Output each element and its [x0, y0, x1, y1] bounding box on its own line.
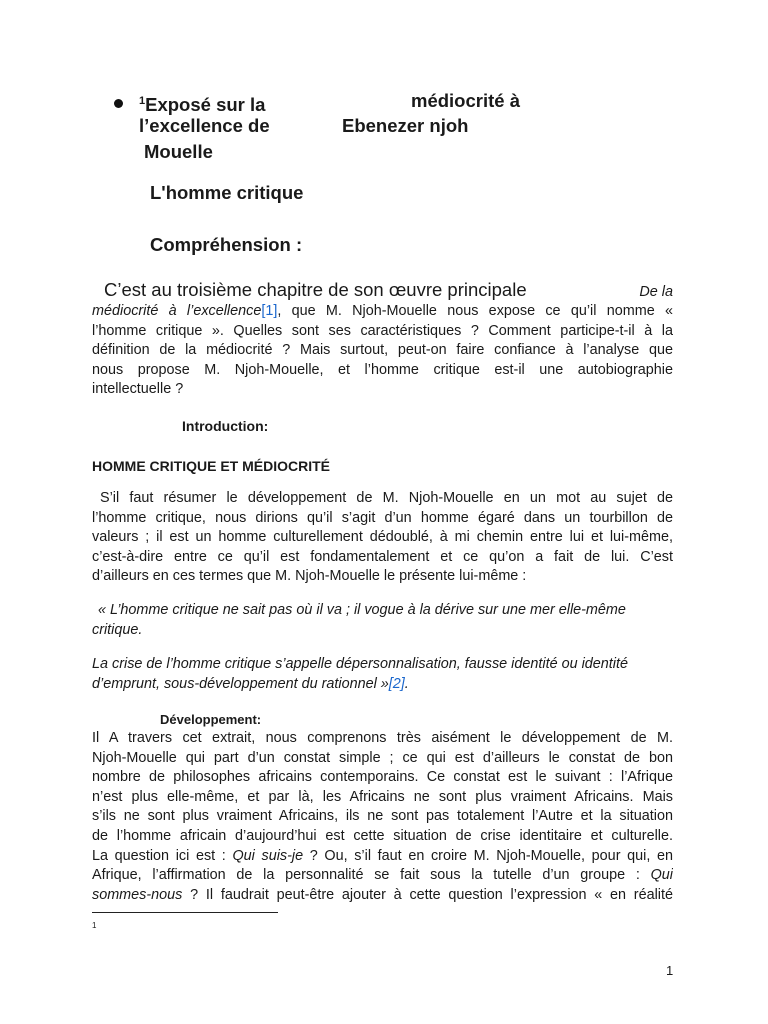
- heading-line2-left: l’excellence de: [139, 115, 270, 136]
- para2-line: S’il faut résumer le développement de M. Njoh-Mouelle en un mot au sujet de: [100, 490, 673, 506]
- subheading-homme-critique: L'homme critique: [150, 182, 304, 203]
- para3-line: Njoh-Mouelle qui part d’un constat simple ; ce qui est d’ailleurs le constat de bon: [92, 749, 673, 766]
- para3-line: de l’homme africain d’aujourd’hui est cette situation de crise identitaire et culturelle.: [92, 827, 673, 844]
- intro-paragraph: [92, 278, 673, 400]
- quote1-line: « L’homme critique ne sait pas où il va ; il vogue à la dérive sur une mer elle-même: [98, 602, 626, 618]
- introduction-label: Introduction:: [182, 418, 269, 434]
- para3-line9: sommes-nous ? Il faudrait peut-être ajouter à cette question l’expression « en réalité: [92, 886, 673, 903]
- quote-2: [92, 655, 673, 694]
- para2-line: c’est-à-dire entre ce qu’il est fondamentalement et ce qu’on a fait de lui. C’est: [92, 548, 673, 565]
- bullet-icon: [114, 99, 123, 108]
- section-title: HOMME CRITIQUE ET MÉDIOCRITÉ: [92, 458, 330, 474]
- para2-line: valeurs ; il est un homme culturellement dédoublé, à mi chemin entre lui et lui-même,: [92, 529, 673, 546]
- intro-line6: intellectuelle ?: [92, 381, 184, 398]
- para2-line: d’ailleurs en ces termes que M. Njoh-Mouelle le présente lui-même :: [92, 568, 527, 585]
- intro-line4: définition de la médiocrité ? Mais surtout, peut-on faire confiance à l’analyse que: [92, 342, 673, 359]
- paragraph-2: [92, 489, 673, 587]
- para3-line8: Afrique, l’affirmation de la personnalité se fait sous la tutelle d’un groupe : Qui: [92, 867, 673, 884]
- page-number: 1: [666, 963, 674, 978]
- footnote-separator: [92, 912, 278, 913]
- intro-line3: l’homme critique ». Quelles sont ses caractéristiques ? Comment participe-t-il à la: [92, 322, 673, 339]
- quote2-line2: d’emprunt, sous-développement du rationnel »[2].: [92, 675, 409, 692]
- para3-line: n’est plus elle-même, et par là, les Africains ne sont plus vraiment Africains. Mais: [92, 788, 673, 805]
- intro-line2: médiocrité à l’excellence[1], que M. Njoh-Mouelle nous expose ce qu’il nomme «: [92, 303, 673, 319]
- quote1-line: critique.: [92, 621, 143, 638]
- quote-1: [92, 601, 673, 640]
- heading-line2-right: Ebenezer njoh: [342, 115, 469, 136]
- ref-link-1[interactable]: [1]: [261, 303, 278, 319]
- heading-line1-left: $^1$Exposé sur la: [139, 94, 266, 115]
- para2-line: l’homme critique, nous dirions qu’il s’agit d’un homme égaré dans un tourbillon de: [92, 509, 673, 526]
- paragraph-3: [92, 729, 673, 905]
- subheading-comprehension: Compréhension :: [150, 234, 303, 255]
- footnote-ref[interactable]: 1: [139, 95, 146, 107]
- ref-link-2[interactable]: [2]: [388, 675, 405, 692]
- intro-line5: nous propose M. Njoh-Mouelle, et l’homme critique est-il une autobiographie: [92, 361, 673, 378]
- para3-line7: La question ici est : Qui suis-je ? Ou, s’il faut en croire M. Njoh-Mouelle, pour qui, en: [92, 847, 673, 864]
- quote2-line: La crise de l’homme critique s’appelle dépersonnalisation, fausse identité ou identité: [92, 656, 628, 672]
- heading-line1-right: médiocrité à: [411, 90, 520, 111]
- heading-line3: Mouelle: [144, 141, 213, 162]
- intro-line1: C’est au troisième chapitre de son œuvre principale De la: [104, 279, 673, 300]
- footnote-number: 1: [92, 921, 97, 930]
- para3-line: s’ils ne sont plus vraiment Africains, ils ne sont pas totalement l’Autre et la situation: [92, 808, 673, 825]
- developpement-label: Développement:: [160, 712, 262, 727]
- para3-line: nombre de philosophes africains contemporains. Ce constat est le suivant : l’Afrique: [92, 769, 673, 786]
- para3-line: Il A travers cet extrait, nous comprenons très aisément le développement de M.: [92, 730, 673, 746]
